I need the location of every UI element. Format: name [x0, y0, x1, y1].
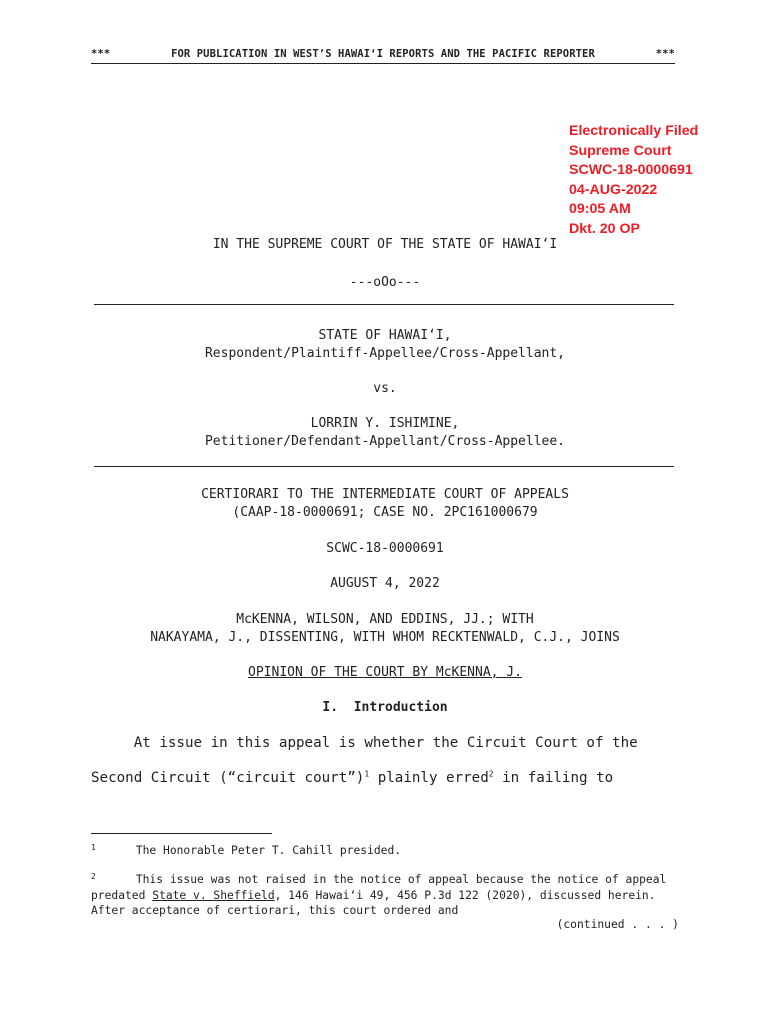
section-heading — [91, 700, 679, 715]
justices-line2: NAKAYAMA, J., DISSENTING, WITH WHOM RECKTENWALD, C.J., JOINS — [150, 630, 620, 645]
publication-header — [91, 48, 675, 64]
party1-role: Respondent/Plaintiff-Appellee/Cross-Appellant, — [204, 346, 566, 361]
decision-date: AUGUST 4, 2022 — [330, 576, 440, 591]
continued-marker: (continued . . . ) — [556, 918, 679, 931]
party1-name: STATE OF HAWAIʻI, — [318, 328, 452, 343]
body-text: plainly erred — [369, 770, 489, 786]
case-number: SCWC-18-0000691 — [326, 541, 444, 556]
section-number: I. — [322, 700, 339, 715]
section-title: Introduction — [353, 700, 448, 715]
footnote-number: 1 — [91, 843, 96, 852]
stamp-line: 04-AUG-2022 — [569, 181, 658, 198]
stamp-line: Supreme Court — [569, 142, 672, 159]
footnote-text: The Honorable Peter T. Cahill presided. — [135, 844, 402, 857]
footnote-ref[interactable]: 2 — [488, 769, 494, 779]
body-line: At issue in this appeal is whether the Circuit Court of the — [91, 735, 638, 751]
opinion-title — [91, 665, 679, 680]
footnote-2 — [91, 872, 675, 918]
party2-name: LORRIN Y. ISHIMINE, — [310, 416, 460, 431]
justices-line1: McKENNA, WILSON, AND EDDINS, JJ.; WITH — [236, 612, 534, 627]
stamp-line: SCWC-18-0000691 — [569, 162, 693, 178]
stamp-line: 09:05 AM — [569, 201, 631, 217]
versus: vs. — [373, 381, 397, 396]
filing-stamp — [569, 122, 698, 239]
body-line — [91, 770, 679, 786]
footnote-rule — [91, 833, 272, 834]
court-name: IN THE SUPREME COURT OF THE STATE OF HAWAIʻI — [212, 237, 558, 252]
footnote-text: This issue was not raised in the notice of appeal because the notice of appeal predated — [91, 873, 667, 902]
certiorari-line2: (CAAP-18-0000691; CASE NO. 2PC161000679 — [232, 505, 538, 520]
stamp-line: Dkt. 20 OP — [569, 220, 640, 237]
body-text: in failing to — [493, 770, 614, 786]
header-right-marker: *** — [655, 48, 675, 60]
footnote-ref[interactable]: 1 — [364, 769, 370, 779]
header-left-marker: *** — [91, 48, 111, 60]
case-citation-link[interactable]: State v. Sheffield — [152, 889, 275, 902]
footnote-text: , 146 Hawaiʻi 49, 456 P.3d 122 (2020), discussed herein. After acceptance of certiorari, this court ordered and — [91, 889, 656, 917]
party2-role: Petitioner/Defendant-Appellant/Cross-Appellee. — [204, 434, 566, 449]
footnote-1 — [91, 843, 675, 859]
divider-line — [94, 304, 674, 305]
stamp-line: Electronically Filed — [569, 123, 699, 139]
footnote-number: 2 — [91, 872, 96, 881]
divider-line — [94, 466, 674, 467]
header-text: FOR PUBLICATION IN WEST’S HAWAIʻI REPORTS AND THE PACIFIC REPORTER — [171, 48, 595, 60]
body-text: Second Circuit (“circuit court”) — [91, 770, 365, 786]
separator: ---oOo--- — [349, 275, 421, 290]
certiorari-line1: CERTIORARI TO THE INTERMEDIATE COURT OF APPEALS — [201, 487, 569, 502]
opinion-title-text: OPINION OF THE COURT BY McKENNA, J. — [248, 665, 522, 680]
